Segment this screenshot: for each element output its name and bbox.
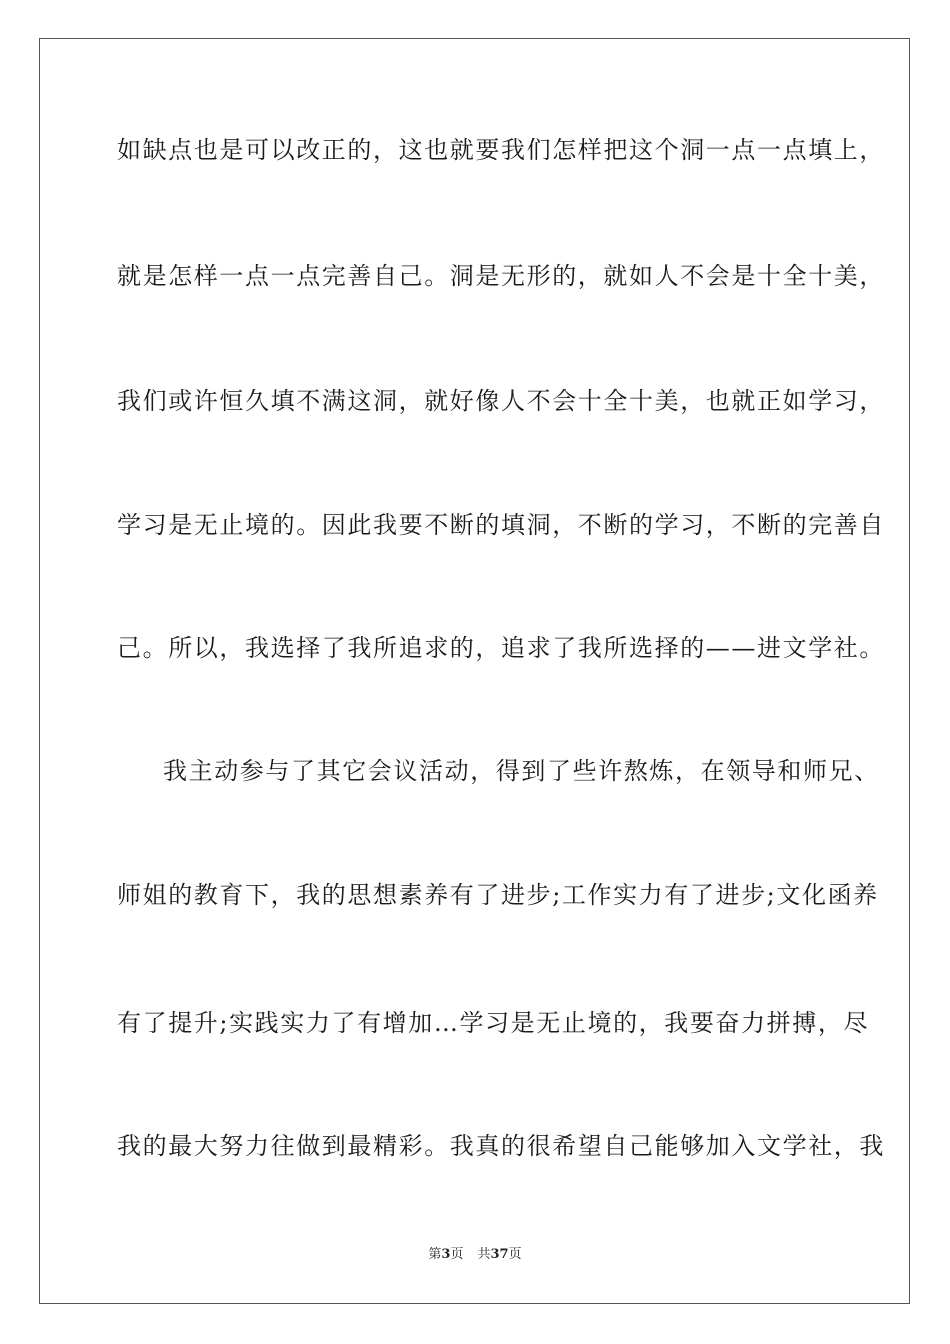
text-line-2: 就是怎样一点一点完善自己。洞是无形的，就如人不会是十全十美， (117, 262, 885, 290)
text-line-3: 我们或许恒久填不满这洞，就好像人不会十全十美，也就正如学习， (117, 387, 885, 415)
text-line-5: 己。所以，我选择了我所追求的，追求了我所选择的——进文学社。 (117, 634, 885, 662)
total-prefix: 共 (477, 1247, 491, 1262)
page-number: 3 (441, 1247, 451, 1262)
text-line-8: 有了提升;实践实力了有增加…学习是无止境的，我要奋力拼搏，尽 (117, 1009, 870, 1037)
text-line-6-paragraph-start: 我主动参与了其它会议活动，得到了些许熬炼，在领导和师兄、 (163, 757, 880, 785)
text-line-9: 我的最大努力往做到最精彩。我真的很希望自己能够加入文学社，我 (117, 1132, 885, 1160)
total-suffix: 页 (508, 1247, 522, 1262)
text-line-7: 师姐的教育下，我的思想素养有了进步;工作实力有了进步;文化函养 (117, 881, 879, 909)
page-border (39, 38, 910, 1304)
page-suffix: 页 (450, 1247, 464, 1262)
page-prefix: 第 (428, 1247, 442, 1262)
page-footer (0, 1246, 950, 1264)
total-pages: 37 (490, 1247, 509, 1262)
text-line-1: 如缺点也是可以改正的，这也就要我们怎样把这个洞一点一点填上， (117, 136, 885, 164)
text-line-4: 学习是无止境的。因此我要不断的填洞，不断的学习，不断的完善自 (117, 511, 885, 539)
